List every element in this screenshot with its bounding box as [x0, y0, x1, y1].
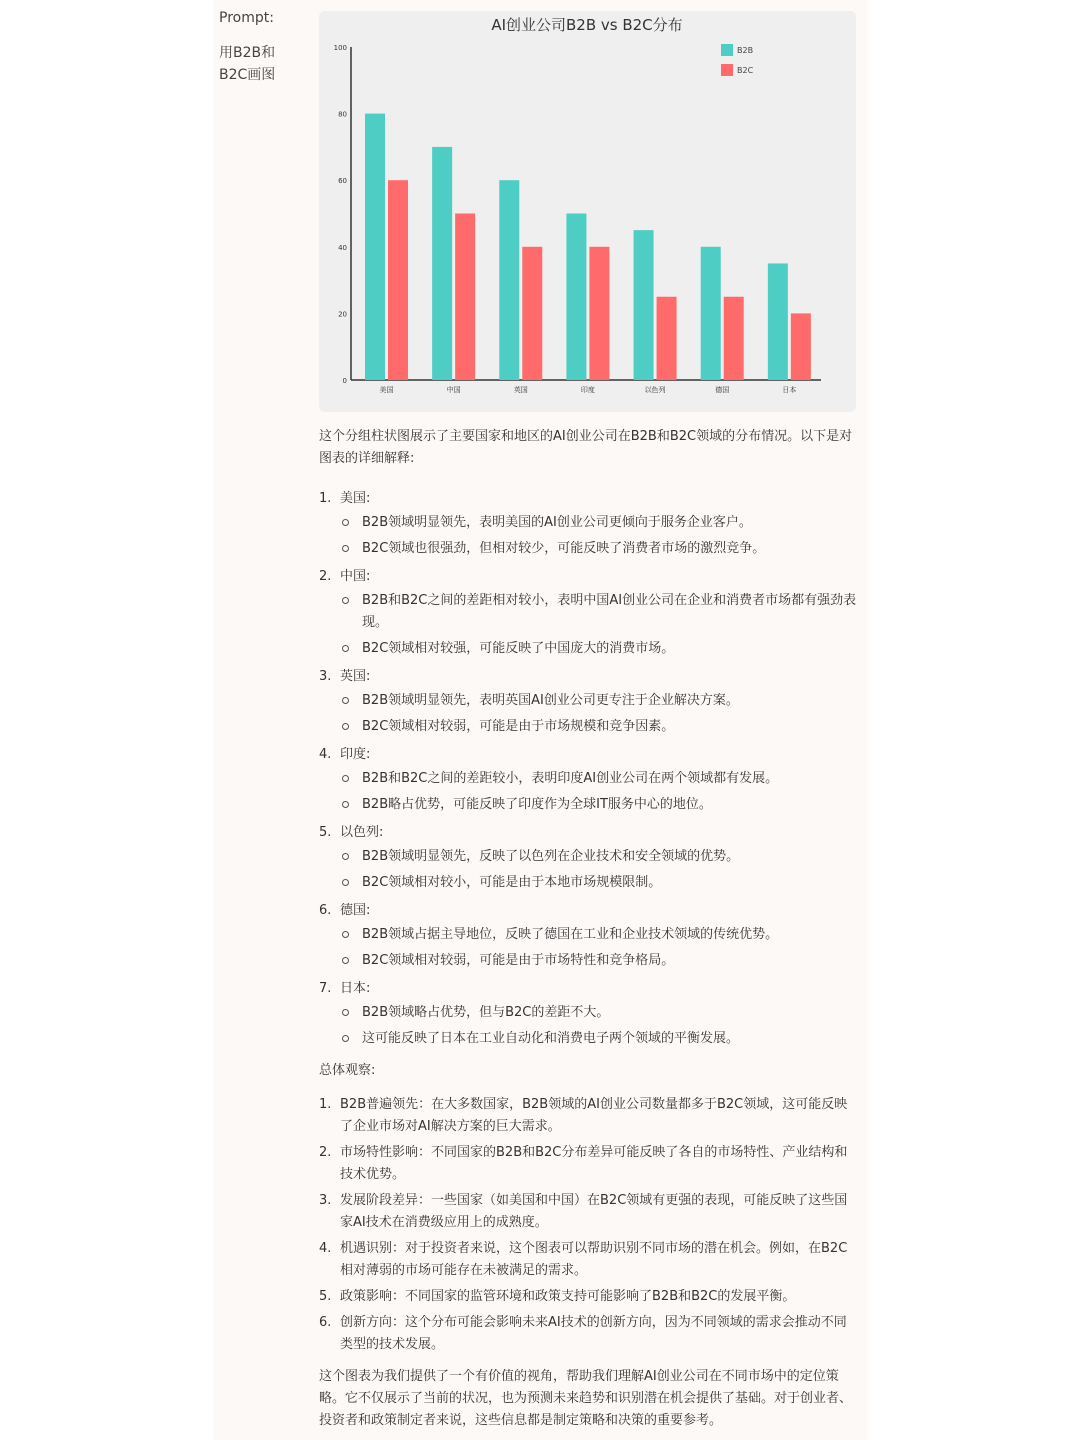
point-text: B2B略占优势，可能反映了印度作为全球IT服务中心的地位。	[362, 797, 712, 812]
country-name: 以色列:	[340, 825, 384, 840]
point-item	[319, 768, 859, 790]
list-number: 6.	[319, 1315, 332, 1330]
observation-text: 发展阶段差异：一些国家（如美国和中国）在B2C领域有更强的表现，可能反映了这些国家AI技术在消费级应用上的成熟度。	[340, 1193, 848, 1230]
observation-item	[319, 1142, 859, 1186]
bar-b2b-6	[768, 263, 788, 380]
list-number: 3.	[319, 669, 332, 684]
observation-item	[319, 1190, 859, 1234]
bar-b2c-6	[791, 313, 811, 380]
point-text: B2B和B2C之间的差距较小，表明印度AI创业公司在两个领域都有发展。	[362, 771, 779, 786]
legend-label: B2C	[737, 66, 754, 75]
point-item	[319, 846, 859, 868]
observation-item	[319, 1312, 859, 1356]
bullet-icon	[342, 1009, 349, 1016]
point-text: B2C领域相对较弱，可能是由于市场规模和竞争因素。	[362, 719, 675, 734]
country-item	[319, 742, 859, 816]
bullet-icon	[342, 1035, 349, 1042]
legend-swatch-b2b	[721, 44, 733, 56]
y-tick-label: 100	[333, 44, 347, 52]
y-tick-label: 40	[338, 243, 347, 252]
bullet-icon	[342, 697, 349, 704]
point-text: B2C领域也很强劲，但相对较少，可能反映了消费者市场的激烈竞争。	[362, 541, 766, 556]
grouped-bar-chart	[319, 11, 856, 412]
point-list	[319, 846, 859, 894]
point-item	[319, 690, 859, 712]
point-item	[319, 950, 859, 972]
list-number: 5.	[319, 1289, 332, 1304]
list-number: 4.	[319, 747, 332, 762]
point-item	[319, 1002, 859, 1024]
x-tick-label: 美国	[379, 386, 394, 394]
point-text: B2C领域相对较强，可能反映了中国庞大的消费市场。	[362, 641, 675, 656]
point-text: B2C领域相对较小，可能是由于本地市场规模限制。	[362, 875, 662, 890]
observation-text: 创新方向：这个分布可能会影响未来AI技术的创新方向，因为不同领域的需求会推动不同类型的技术发展。	[340, 1315, 847, 1352]
list-number: 5.	[319, 825, 332, 840]
point-item	[319, 1028, 859, 1050]
x-tick-label: 中国	[446, 386, 461, 394]
x-tick-label: 日本	[782, 386, 797, 394]
country-item	[319, 976, 859, 1050]
country-name: 英国:	[340, 669, 371, 684]
country-item	[319, 664, 859, 738]
point-list	[319, 768, 859, 816]
bar-b2b-1	[432, 147, 452, 380]
analysis-content	[319, 426, 859, 1432]
x-tick-label: 印度	[580, 386, 595, 394]
bullet-icon	[342, 519, 349, 526]
list-number: 2.	[319, 1145, 332, 1160]
bullet-icon	[342, 775, 349, 782]
bar-b2c-3	[589, 247, 609, 380]
x-tick-label: 以色列	[644, 386, 666, 394]
point-item	[319, 716, 859, 738]
point-text: B2B领域略占优势，但与B2C的差距不大。	[362, 1005, 610, 1020]
bar-b2c-2	[522, 247, 542, 380]
country-item	[319, 820, 859, 894]
country-item	[319, 898, 859, 972]
country-item	[319, 564, 859, 660]
point-text: 这可能反映了日本在工业自动化和消费电子两个领域的平衡发展。	[362, 1031, 740, 1046]
bullet-icon	[342, 545, 349, 552]
bar-b2c-5	[724, 297, 744, 380]
y-tick-label: 20	[338, 310, 347, 319]
point-list	[319, 690, 859, 738]
list-number: 1.	[319, 491, 332, 506]
point-list	[319, 590, 859, 660]
point-item	[319, 638, 859, 660]
observation-text: 政策影响：不同国家的监管环境和政策支持可能影响了B2B和B2C的发展平衡。	[340, 1289, 796, 1304]
bullet-icon	[342, 801, 349, 808]
observation-list	[319, 1094, 859, 1356]
x-tick-label: 德国	[715, 386, 730, 394]
y-tick-label: 0	[342, 377, 347, 385]
point-list	[319, 924, 859, 972]
bullet-icon	[342, 723, 349, 730]
country-item	[319, 486, 859, 560]
country-name: 中国:	[340, 569, 371, 584]
observation-item	[319, 1286, 859, 1308]
country-heading	[319, 976, 859, 1002]
point-item	[319, 590, 859, 634]
point-list	[319, 1002, 859, 1050]
bar-b2b-5	[701, 247, 721, 380]
bar-b2b-3	[566, 214, 586, 381]
list-number: 1.	[319, 1097, 332, 1112]
y-tick-label: 60	[338, 177, 347, 186]
chart-card	[319, 11, 856, 412]
summary-title: 总体观察:	[319, 1063, 376, 1078]
bar-b2c-0	[388, 180, 408, 380]
country-name: 美国:	[340, 491, 371, 506]
country-name: 日本:	[340, 981, 371, 996]
y-tick-label: 80	[338, 110, 347, 119]
country-heading	[319, 486, 859, 512]
point-item	[319, 872, 859, 894]
observation-item	[319, 1094, 859, 1138]
bar-b2c-4	[657, 297, 677, 380]
point-item	[319, 538, 859, 560]
observation-item	[319, 1238, 859, 1282]
list-number: 4.	[319, 1241, 332, 1256]
country-heading	[319, 898, 859, 924]
prompt-label: Prompt:	[219, 10, 274, 26]
country-heading	[319, 820, 859, 846]
intro-text: 这个分组柱状图展示了主要国家和地区的AI创业公司在B2B和B2C领域的分布情况。以下是对图表的详细解释:	[319, 429, 853, 466]
chart-title: AI创业公司B2B vs B2C分布	[491, 16, 683, 34]
legend-swatch-b2c	[721, 64, 733, 76]
bar-b2b-0	[365, 114, 385, 380]
bullet-icon	[342, 597, 349, 604]
conclusion-text: 这个图表为我们提供了一个有价值的视角，帮助我们理解AI创业公司在不同市场中的定位策略。它不仅展示了当前的状况，也为预测未来趋势和识别潜在机会提供了基础。对于创业者、投资者和政策制定者来说，这些信息都是制定策略和决策的重要参考。	[319, 1369, 853, 1428]
bar-b2b-2	[499, 180, 519, 380]
point-text: B2B领域明显领先，反映了以色列在企业技术和安全领域的优势。	[362, 849, 740, 864]
country-heading	[319, 664, 859, 690]
legend-label: B2B	[737, 46, 754, 55]
bar-b2c-1	[455, 214, 475, 381]
country-list	[319, 486, 859, 1050]
observation-text: 市场特性影响：不同国家的B2B和B2C分布差异可能反映了各自的市场特性、产业结构和技术优势。	[340, 1145, 848, 1182]
prompt-text: 用B2B和B2C画图	[219, 45, 276, 83]
point-text: B2B领域占据主导地位，反映了德国在工业和企业技术领域的传统优势。	[362, 927, 779, 942]
point-text: B2B领域明显领先，表明英国AI创业公司更专注于企业解决方案。	[362, 693, 739, 708]
point-item	[319, 794, 859, 816]
bullet-icon	[342, 957, 349, 964]
list-number: 6.	[319, 903, 332, 918]
bullet-icon	[342, 645, 349, 652]
country-heading	[319, 564, 859, 590]
list-number: 3.	[319, 1193, 332, 1208]
point-item	[319, 924, 859, 946]
point-text: B2B和B2C之间的差距相对较小，表明中国AI创业公司在企业和消费者市场都有强劲表现。	[362, 593, 857, 630]
country-heading	[319, 742, 859, 768]
bar-b2b-4	[634, 230, 654, 380]
observation-text: B2B普遍领先：在大多数国家，B2B领域的AI创业公司数量都多于B2C领域，这可能反映了企业市场对AI解决方案的巨大需求。	[340, 1097, 848, 1134]
x-tick-label: 英国	[513, 386, 528, 394]
point-list	[319, 512, 859, 560]
bullet-icon	[342, 853, 349, 860]
list-number: 2.	[319, 569, 332, 584]
point-item	[319, 512, 859, 534]
country-name: 德国:	[340, 903, 371, 918]
country-name: 印度:	[340, 747, 371, 762]
point-text: B2B领域明显领先，表明美国的AI创业公司更倾向于服务企业客户。	[362, 515, 752, 530]
point-text: B2C领域相对较弱，可能是由于市场特性和竞争格局。	[362, 953, 675, 968]
observation-text: 机遇识别：对于投资者来说，这个图表可以帮助识别不同市场的潜在机会。例如，在B2C相对薄弱的市场可能存在未被满足的需求。	[340, 1241, 848, 1278]
bullet-icon	[342, 879, 349, 886]
list-number: 7.	[319, 981, 332, 996]
bullet-icon	[342, 931, 349, 938]
